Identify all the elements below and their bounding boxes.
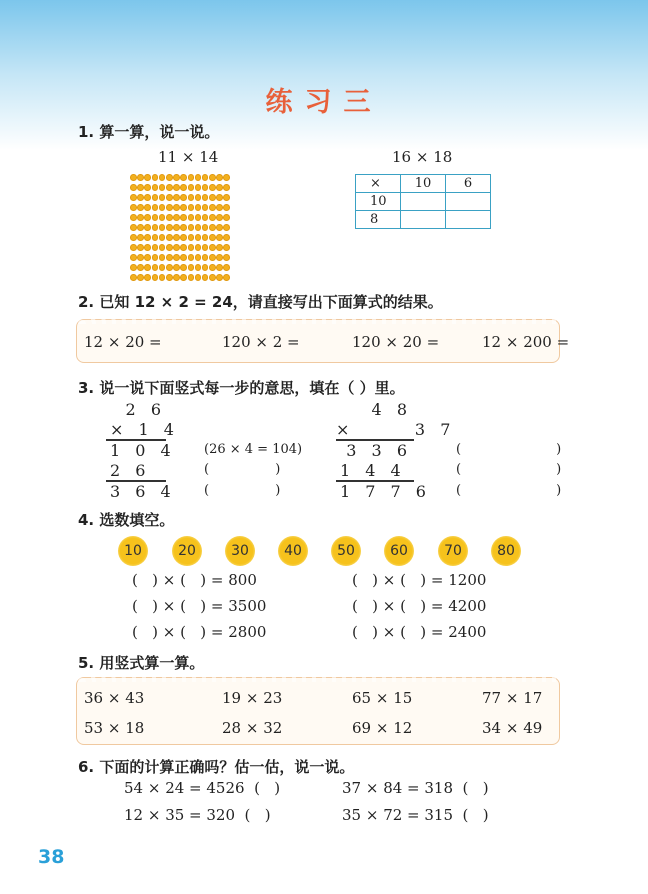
dot — [144, 244, 151, 251]
dot — [130, 174, 137, 181]
fill-blank[interactable]: ( ) × ( ) = 800 — [132, 571, 257, 589]
dot — [166, 254, 173, 261]
dot — [159, 274, 166, 281]
q2-item: 12 × 20 = — [84, 333, 162, 351]
dot — [152, 234, 159, 241]
q5-item: 28 × 32 — [222, 719, 283, 737]
dot — [209, 204, 216, 211]
dot — [202, 184, 209, 191]
vert-line: 1 4 4 — [340, 461, 406, 480]
table-cell[interactable] — [401, 211, 446, 229]
dot — [144, 214, 151, 221]
dot — [180, 244, 187, 251]
dot — [216, 264, 223, 271]
table-cell[interactable] — [446, 211, 491, 229]
note[interactable]: ( ) — [204, 462, 281, 477]
dot — [216, 254, 223, 261]
dot — [144, 174, 151, 181]
number-coin: 30 — [225, 536, 255, 566]
dot — [202, 174, 209, 181]
dot — [166, 184, 173, 191]
dot — [223, 214, 230, 221]
dot — [173, 234, 180, 241]
dot — [159, 204, 166, 211]
vert-line: 1 7 7 6 — [340, 482, 431, 501]
dot — [188, 244, 195, 251]
dot — [137, 264, 144, 271]
dot — [152, 264, 159, 271]
q6-item[interactable]: 12 × 35 = 320 ( ) — [124, 806, 271, 824]
q2-heading: 2. 已知 12 × 2 = 24，请直接写出下面算式的结果。 — [78, 293, 443, 311]
dot — [195, 274, 202, 281]
q6-item[interactable]: 54 × 24 = 4526 ( ) — [124, 779, 281, 797]
dot — [223, 264, 230, 271]
dot — [216, 204, 223, 211]
dot — [195, 214, 202, 221]
table-row — [356, 193, 491, 211]
dot — [195, 184, 202, 191]
fill-blank[interactable]: ( ) × ( ) = 2400 — [352, 623, 487, 641]
dot — [166, 264, 173, 271]
note[interactable]: ( ) — [456, 462, 562, 477]
dot — [130, 234, 137, 241]
dot — [223, 174, 230, 181]
dot — [180, 184, 187, 191]
dot — [130, 264, 137, 271]
dot — [180, 274, 187, 281]
dot — [188, 214, 195, 221]
note[interactable]: ( ) — [204, 483, 281, 498]
dot — [195, 174, 202, 181]
dot — [223, 224, 230, 231]
dot — [202, 244, 209, 251]
table-cell: 10 — [401, 175, 446, 193]
table-cell: × — [356, 175, 401, 193]
dot — [159, 214, 166, 221]
dot — [159, 244, 166, 251]
dot — [173, 254, 180, 261]
fill-blank[interactable]: ( ) × ( ) = 3500 — [132, 597, 267, 615]
dot — [137, 174, 144, 181]
dot — [130, 244, 137, 251]
dot — [202, 264, 209, 271]
dot — [180, 254, 187, 261]
dot — [173, 274, 180, 281]
number-coin: 80 — [491, 536, 521, 566]
dot — [144, 204, 151, 211]
dot — [209, 234, 216, 241]
dot — [144, 274, 151, 281]
dot — [137, 244, 144, 251]
dot — [216, 274, 223, 281]
dot — [166, 174, 173, 181]
q5-item: 19 × 23 — [222, 689, 283, 707]
dot — [130, 224, 137, 231]
dot — [152, 174, 159, 181]
dot — [159, 184, 166, 191]
dot — [223, 244, 230, 251]
page-number: 38 — [38, 846, 65, 868]
dot — [202, 194, 209, 201]
q1-right-expr: 16 × 18 — [392, 148, 453, 166]
dot — [152, 224, 159, 231]
dot — [209, 274, 216, 281]
dot — [173, 244, 180, 251]
vert-line: 4 8 — [371, 400, 412, 419]
dot — [173, 214, 180, 221]
dot — [223, 194, 230, 201]
q1-heading: 1. 算一算，说一说。 — [78, 123, 220, 141]
dot — [159, 224, 166, 231]
dot — [152, 254, 159, 261]
dot — [216, 234, 223, 241]
q4-heading: 4. 选数填空。 — [78, 511, 175, 529]
q5-heading: 5. 用竖式算一算。 — [78, 654, 205, 672]
dot — [152, 184, 159, 191]
vert-line: 3 3 6 — [346, 441, 412, 460]
dot — [166, 224, 173, 231]
vert-line: × 3 7 — [336, 420, 456, 439]
note[interactable]: ( ) — [456, 483, 562, 498]
dot — [209, 224, 216, 231]
table-row — [356, 175, 491, 193]
number-coin: 20 — [172, 536, 202, 566]
number-coin: 60 — [384, 536, 414, 566]
table-row — [356, 211, 491, 229]
dot — [173, 184, 180, 191]
dot — [137, 204, 144, 211]
dot — [180, 194, 187, 201]
dot — [209, 194, 216, 201]
q2-item: 120 × 2 = — [222, 333, 300, 351]
dot — [195, 224, 202, 231]
dot — [180, 264, 187, 271]
dot — [209, 174, 216, 181]
dot — [202, 274, 209, 281]
dot — [137, 224, 144, 231]
dot — [144, 194, 151, 201]
dot — [137, 214, 144, 221]
dot — [159, 174, 166, 181]
dot — [195, 204, 202, 211]
dot — [166, 274, 173, 281]
fill-blank[interactable]: ( ) × ( ) = 4200 — [352, 597, 487, 615]
dot — [195, 194, 202, 201]
dot — [173, 194, 180, 201]
dot — [209, 264, 216, 271]
q5-item: 36 × 43 — [84, 689, 145, 707]
dot — [202, 254, 209, 261]
dot — [195, 254, 202, 261]
dot — [209, 184, 216, 191]
dot — [216, 194, 223, 201]
dot — [137, 274, 144, 281]
dot — [188, 174, 195, 181]
dot — [188, 204, 195, 211]
dot — [216, 244, 223, 251]
dot — [144, 234, 151, 241]
q2-item: 12 × 200 = — [482, 333, 570, 351]
dot — [130, 254, 137, 261]
dot — [202, 234, 209, 241]
q3-heading: 3. 说一说下面竖式每一步的意思，填在（ ）里。 — [78, 379, 405, 397]
vert-line: 2 6 — [125, 400, 166, 419]
q1-left-expr: 11 × 14 — [158, 148, 219, 166]
dot — [188, 274, 195, 281]
q6-heading: 6. 下面的计算正确吗？估一估，说一说。 — [78, 758, 355, 776]
dot — [223, 204, 230, 211]
dot — [202, 224, 209, 231]
dot — [130, 184, 137, 191]
dot — [159, 234, 166, 241]
fill-blank[interactable]: ( ) × ( ) = 1200 — [352, 571, 487, 589]
dot — [130, 214, 137, 221]
dot — [223, 274, 230, 281]
dot — [166, 204, 173, 211]
note[interactable]: (26 × 4 = 104) — [204, 442, 303, 457]
dot — [188, 224, 195, 231]
dot — [152, 214, 159, 221]
dot — [188, 234, 195, 241]
dot — [173, 204, 180, 211]
vert-line: 2 6 — [110, 461, 151, 480]
dot — [166, 234, 173, 241]
page-title: 练习三 — [265, 87, 383, 118]
dot — [152, 244, 159, 251]
dot — [137, 184, 144, 191]
q6-item[interactable]: 37 × 84 = 318 ( ) — [342, 779, 489, 797]
dot — [180, 174, 187, 181]
dot — [216, 224, 223, 231]
dot-array — [130, 172, 231, 282]
dot — [180, 224, 187, 231]
dot — [188, 264, 195, 271]
dot — [188, 254, 195, 261]
dot — [159, 264, 166, 271]
dot — [223, 184, 230, 191]
dot — [180, 204, 187, 211]
dot — [209, 254, 216, 261]
dot — [202, 204, 209, 211]
dot — [188, 184, 195, 191]
q5-item: 53 × 18 — [84, 719, 145, 737]
dot — [159, 254, 166, 261]
table-cell: 8 — [356, 211, 401, 229]
dot — [144, 224, 151, 231]
dot — [216, 184, 223, 191]
table-cell[interactable] — [446, 193, 491, 211]
dot — [209, 214, 216, 221]
dot — [137, 254, 144, 261]
dot — [195, 264, 202, 271]
number-coin: 40 — [278, 536, 308, 566]
q5-item: 77 × 17 — [482, 689, 543, 707]
multiplication-table — [355, 174, 491, 229]
dot — [188, 194, 195, 201]
vert-line: × 1 4 — [110, 420, 179, 439]
number-coin: 10 — [118, 536, 148, 566]
dot — [223, 254, 230, 261]
table-cell[interactable] — [401, 193, 446, 211]
dot — [166, 214, 173, 221]
dot — [130, 194, 137, 201]
vert-line: 3 6 4 — [110, 482, 176, 501]
q5-item: 65 × 15 — [352, 689, 413, 707]
dot — [180, 234, 187, 241]
dot — [216, 214, 223, 221]
dot — [216, 174, 223, 181]
q2-item: 120 × 20 = — [352, 333, 440, 351]
dot — [209, 244, 216, 251]
dot — [130, 274, 137, 281]
dot — [144, 254, 151, 261]
q5-item: 34 × 49 — [482, 719, 543, 737]
dot — [166, 194, 173, 201]
number-coin: 50 — [331, 536, 361, 566]
dot — [202, 214, 209, 221]
dot — [130, 204, 137, 211]
dot — [195, 244, 202, 251]
dot — [173, 224, 180, 231]
dot — [195, 234, 202, 241]
table-cell: 6 — [446, 175, 491, 193]
dot — [223, 234, 230, 241]
table-cell: 10 — [356, 193, 401, 211]
dot — [152, 194, 159, 201]
dot — [144, 264, 151, 271]
vert-line: 1 0 4 — [110, 441, 176, 460]
dot — [173, 264, 180, 271]
dot — [152, 274, 159, 281]
dot — [137, 194, 144, 201]
number-coin: 70 — [438, 536, 468, 566]
dot — [180, 214, 187, 221]
dot — [144, 184, 151, 191]
dot — [137, 234, 144, 241]
q5-item: 69 × 12 — [352, 719, 413, 737]
dot — [166, 244, 173, 251]
q6-item[interactable]: 35 × 72 = 315 ( ) — [342, 806, 489, 824]
dot — [173, 174, 180, 181]
note[interactable]: ( ) — [456, 442, 562, 457]
fill-blank[interactable]: ( ) × ( ) = 2800 — [132, 623, 267, 641]
dot — [159, 194, 166, 201]
dot — [152, 204, 159, 211]
